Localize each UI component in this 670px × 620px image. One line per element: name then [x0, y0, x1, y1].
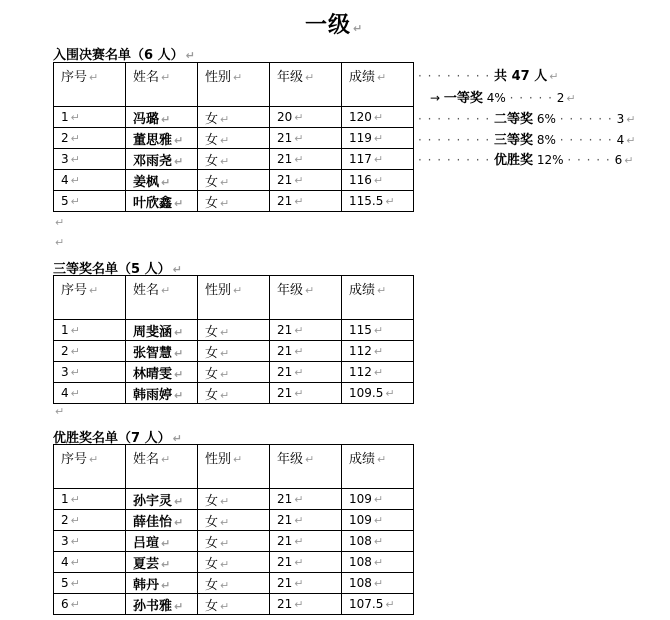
- cell-score: 109.5 ↵: [342, 383, 414, 404]
- cell-index: 2 ↵: [54, 510, 126, 531]
- table-row: [54, 362, 414, 383]
- header-index: 序号 ↵: [54, 445, 126, 489]
- header-gender: 性别 ↵: [198, 445, 270, 489]
- cell-grade: 21 ↵: [270, 191, 342, 212]
- cell-grade: 21 ↵: [270, 341, 342, 362]
- award-total: · · · · · · · · 共 47 人 ↵: [418, 69, 559, 84]
- cell-index: 4 ↵: [54, 170, 126, 191]
- cell-index: 2 ↵: [54, 341, 126, 362]
- header-score: 成绩 ↵: [342, 276, 414, 320]
- cell-grade: 21 ↵: [270, 383, 342, 404]
- cell-name: 孙宇灵 ↵: [126, 489, 198, 510]
- cell-grade: 21 ↵: [270, 573, 342, 594]
- table-row: [54, 320, 414, 341]
- cell-grade: 21 ↵: [270, 170, 342, 191]
- third-prize-table: [53, 275, 414, 404]
- cell-score: 112 ↵: [342, 362, 414, 383]
- section-title-third-prize: 三等奖名单（5 人） ↵: [53, 262, 182, 277]
- award-second: · · · · · · · · 二等奖 6% · · · · · · 3 ↵: [418, 112, 636, 127]
- cell-index: 1 ↵: [54, 320, 126, 341]
- cell-index: 3 ↵: [54, 149, 126, 170]
- cell-grade: 21 ↵: [270, 531, 342, 552]
- empty-paragraph: ↵: [55, 216, 65, 229]
- cell-gender: 女 ↵: [198, 128, 270, 149]
- table-row: [54, 191, 414, 212]
- cell-grade: 20 ↵: [270, 107, 342, 128]
- cell-gender: 女 ↵: [198, 594, 270, 615]
- cell-score: 108 ↵: [342, 531, 414, 552]
- cell-score: 116 ↵: [342, 170, 414, 191]
- cell-name: 叶欣鑫 ↵: [126, 191, 198, 212]
- cell-gender: 女 ↵: [198, 383, 270, 404]
- header-score: 成绩 ↵: [342, 63, 414, 107]
- cell-score: 117 ↵: [342, 149, 414, 170]
- cell-score: 115.5 ↵: [342, 191, 414, 212]
- cell-name: 韩雨婷 ↵: [126, 383, 198, 404]
- empty-paragraph: ↵: [55, 236, 65, 249]
- table-row: [54, 107, 414, 128]
- finalists-table: [53, 62, 414, 212]
- cell-index: 3 ↵: [54, 362, 126, 383]
- header-grade: 年级 ↵: [270, 276, 342, 320]
- cell-grade: 21 ↵: [270, 149, 342, 170]
- cell-grade: 21 ↵: [270, 489, 342, 510]
- award-third: · · · · · · · · 三等奖 8% · · · · · · 4 ↵: [418, 133, 636, 148]
- cell-index: 1 ↵: [54, 489, 126, 510]
- header-score: 成绩 ↵: [342, 445, 414, 489]
- cell-name: 邓雨尧 ↵: [126, 149, 198, 170]
- table-row: [54, 552, 414, 573]
- cell-score: 115 ↵: [342, 320, 414, 341]
- cell-name: 夏芸 ↵: [126, 552, 198, 573]
- header-name: 姓名 ↵: [126, 445, 198, 489]
- tab-arrow-icon: →: [430, 91, 441, 105]
- cell-gender: 女 ↵: [198, 573, 270, 594]
- table-header-row: [54, 445, 414, 489]
- cell-name: 孙书雅 ↵: [126, 594, 198, 615]
- cell-grade: 21 ↵: [270, 510, 342, 531]
- cell-grade: 21 ↵: [270, 362, 342, 383]
- cell-index: 3 ↵: [54, 531, 126, 552]
- cell-index: 5 ↵: [54, 191, 126, 212]
- merit-table: [53, 444, 414, 615]
- header-index: 序号 ↵: [54, 276, 126, 320]
- cell-gender: 女 ↵: [198, 510, 270, 531]
- cell-index: 1 ↵: [54, 107, 126, 128]
- table-row: [54, 341, 414, 362]
- table-row: [54, 573, 414, 594]
- section-title-finalists: 入围决赛名单（6 人） ↵: [53, 48, 195, 63]
- cell-name: 冯璐 ↵: [126, 107, 198, 128]
- header-index: 序号 ↵: [54, 63, 126, 107]
- cell-gender: 女 ↵: [198, 362, 270, 383]
- cell-score: 112 ↵: [342, 341, 414, 362]
- table-row: [54, 383, 414, 404]
- cell-gender: 女 ↵: [198, 552, 270, 573]
- table-row: [54, 489, 414, 510]
- cell-score: 120 ↵: [342, 107, 414, 128]
- cell-index: 4 ↵: [54, 552, 126, 573]
- cell-name: 姜枫 ↵: [126, 170, 198, 191]
- cell-index: 4 ↵: [54, 383, 126, 404]
- cell-index: 2 ↵: [54, 128, 126, 149]
- cell-grade: 21 ↵: [270, 552, 342, 573]
- header-name: 姓名 ↵: [126, 63, 198, 107]
- cell-gender: 女 ↵: [198, 107, 270, 128]
- header-grade: 年级 ↵: [270, 63, 342, 107]
- cell-score: 109 ↵: [342, 489, 414, 510]
- cell-gender: 女 ↵: [198, 149, 270, 170]
- award-first: → 一等奖 4% · · · · · 2 ↵: [430, 91, 576, 106]
- cell-score: 108 ↵: [342, 573, 414, 594]
- header-gender: 性别 ↵: [198, 63, 270, 107]
- section-title-merit: 优胜奖名单（7 人） ↵: [53, 431, 182, 446]
- table-header-row: [54, 63, 414, 107]
- cell-grade: 21 ↵: [270, 128, 342, 149]
- cell-name: 薛佳怡 ↵: [126, 510, 198, 531]
- cell-score: 107.5 ↵: [342, 594, 414, 615]
- cell-name: 韩丹 ↵: [126, 573, 198, 594]
- table-row: [54, 149, 414, 170]
- cell-name: 林晴雯 ↵: [126, 362, 198, 383]
- header-grade: 年级 ↵: [270, 445, 342, 489]
- cell-score: 108 ↵: [342, 552, 414, 573]
- table-header-row: [54, 276, 414, 320]
- cell-gender: 女 ↵: [198, 489, 270, 510]
- cell-name: 周斐涵 ↵: [126, 320, 198, 341]
- page-title: 一级 ↵: [305, 13, 364, 38]
- header-gender: 性别 ↵: [198, 276, 270, 320]
- cell-name: 张智慧 ↵: [126, 341, 198, 362]
- header-name: 姓名 ↵: [126, 276, 198, 320]
- table-row: [54, 594, 414, 615]
- table-row: [54, 170, 414, 191]
- cell-name: 董思雅 ↵: [126, 128, 198, 149]
- cell-score: 119 ↵: [342, 128, 414, 149]
- cell-grade: 21 ↵: [270, 320, 342, 341]
- cell-gender: 女 ↵: [198, 170, 270, 191]
- cell-gender: 女 ↵: [198, 191, 270, 212]
- cell-name: 吕瑄 ↵: [126, 531, 198, 552]
- cell-index: 6 ↵: [54, 594, 126, 615]
- cell-gender: 女 ↵: [198, 320, 270, 341]
- cell-gender: 女 ↵: [198, 341, 270, 362]
- award-merit: · · · · · · · · 优胜奖 12% · · · · · 6 ↵: [418, 153, 634, 168]
- cell-index: 5 ↵: [54, 573, 126, 594]
- table-row: [54, 531, 414, 552]
- table-row: [54, 510, 414, 531]
- cell-score: 109 ↵: [342, 510, 414, 531]
- cell-gender: 女 ↵: [198, 531, 270, 552]
- table-row: [54, 128, 414, 149]
- cell-grade: 21 ↵: [270, 594, 342, 615]
- empty-paragraph: ↵: [55, 405, 65, 418]
